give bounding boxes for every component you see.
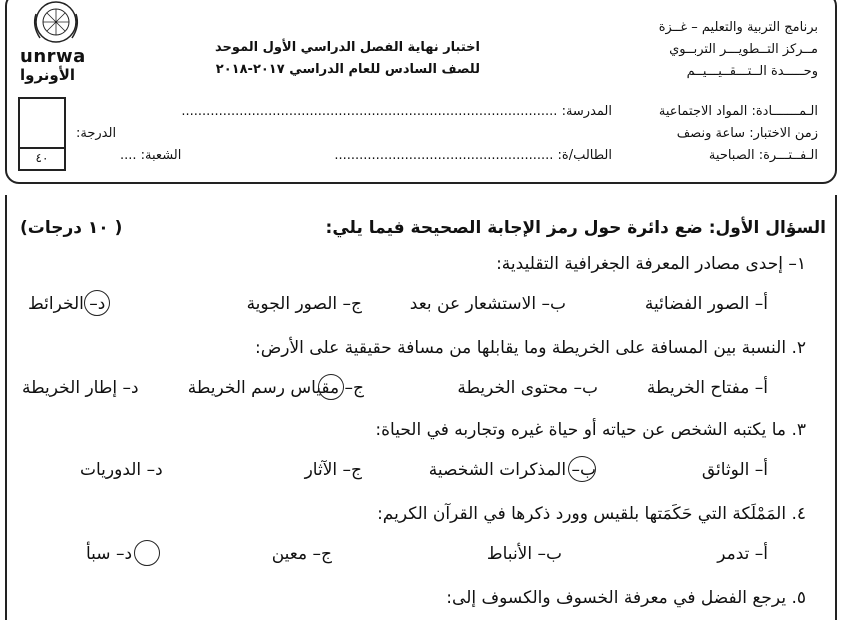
q1-option-a: أ– الصور الفضائية [644,294,768,314]
section-field: الشعبة: .... [120,148,182,163]
q2-option-b: ب– محتوى الخريطة [457,378,598,398]
q3-option-c: ج– الآثار [304,460,362,480]
logo-latin: unrwa [20,46,86,67]
unrwa-logo [14,0,98,90]
subject-label: الـمـــــــادة: المواد الاجتماعية [658,104,818,119]
school-field: المدرسة: ........................................................................................... [181,104,612,119]
exam-title: اختبار نهاية الفصل الدراسي الأول الموحد [215,40,480,55]
answer-circle [318,374,344,400]
q3-option-d: د– الدوريات [80,460,163,480]
q4-option-d: د– سبأ [86,544,133,564]
answer-circle [134,540,160,566]
question-5: ٥. يرجع الفضل في معرفة الخسوف والكسوف إلى: [446,588,806,608]
logo-arabic: الأونروا [20,66,76,84]
q3-option-a: أ– الوثائق [701,460,768,480]
question-1: ١– إحدى مصادر المعرفة الجغرافية التقليدية: [496,254,806,274]
student-field: الطالب/ة: ..................................................... [334,148,612,163]
q1-option-c: ج– الصور الجوية [246,294,362,314]
grade-total: ٤٠ [18,149,66,171]
section-marks: ( ١٠ درجات) [20,218,123,238]
question-3: ٣. ما يكتبه الشخص عن حياته أو حياة غيره وتجاربه في الحياة: [375,420,806,440]
grade-box [18,97,66,149]
period-label: الـفــتـــرة: الصباحية [708,148,818,163]
q2-option-c: ج– مقياس رسم الخريطة [187,378,364,398]
q4-option-b: ب– الأنباط [486,544,562,564]
q4-option-c: ج– معين [271,544,332,564]
exam-subtitle: للصف السادس للعام الدراسي ٢٠١٧-٢٠١٨ [215,62,480,77]
grade-label: الدرجة: [76,126,117,141]
answer-circle [84,290,110,316]
org-line-3: وحـــــدة الــتـــقــيـــيــم [686,64,818,79]
q1-option-b: ب– الاستشعار عن بعد [409,294,566,314]
q1-option-d: د– الخرائط [28,294,106,314]
q3-option-b: ب– المذكرات الشخصية [428,460,596,480]
q4-option-a: أ– تدمر [717,544,768,564]
q2-option-d: د– إطار الخريطة [22,378,139,398]
question-4: ٤. المَمْلَكة التي حَكَمَتها بلقيس وورد ذكرها في القرآن الكريم: [377,504,806,524]
question-2: ٢. النسبة بين المسافة على الخريطة وما يقابلها من مسافة حقيقية على الأرض: [255,338,806,358]
org-line-2: مــركز التــطويـــر التربــوي [669,42,818,57]
answer-circle [568,456,596,482]
q2-option-a: أ– مفتاح الخريطة [646,378,768,398]
org-line-1: برنامج التربية والتعليم – غــزة [658,20,818,35]
section-title: السؤال الأول: ضع دائرة حول رمز الإجابة الصحيحة فيما يلي: [325,218,826,238]
duration-label: زمن الاختبار: ساعة ونصف [676,126,818,141]
